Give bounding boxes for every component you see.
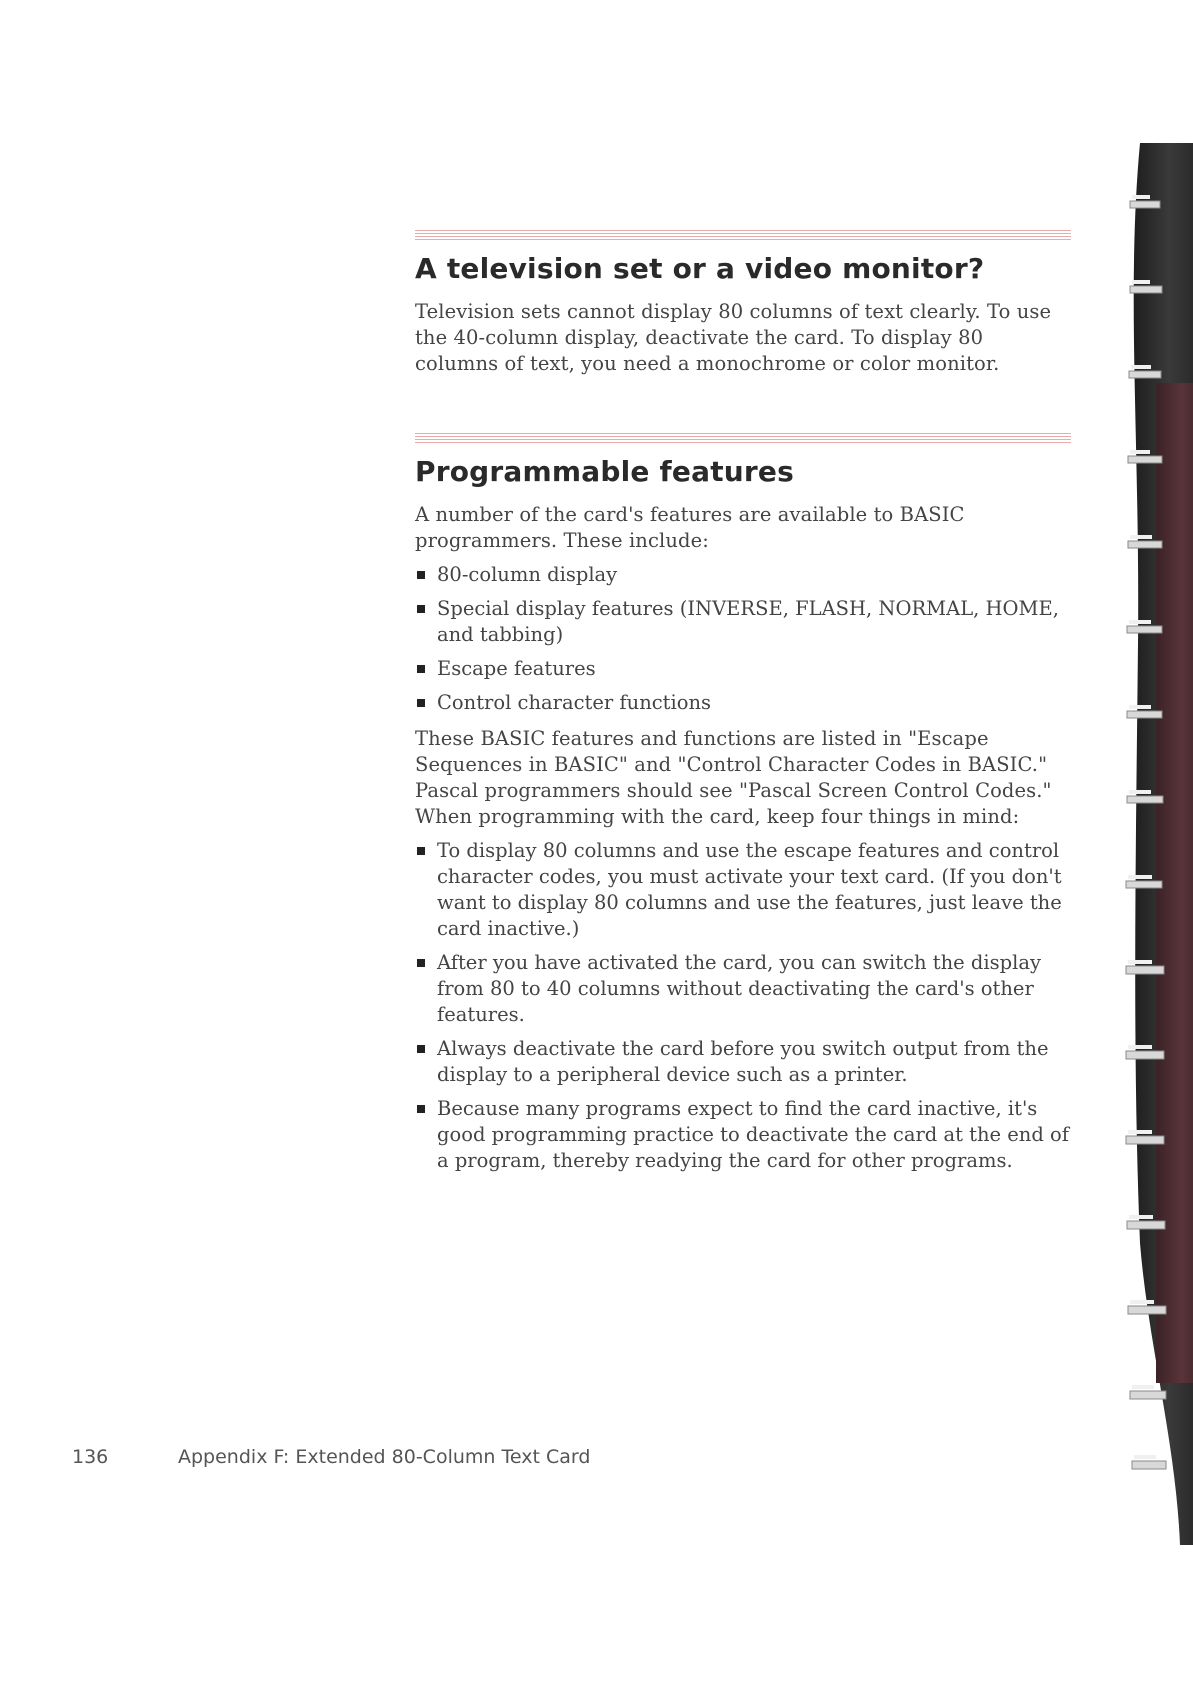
list-item: 80-column display — [415, 562, 1071, 588]
list-item: Always deactivate the card before you switch output from the display to a peripheral device such as a printer. — [415, 1036, 1071, 1088]
tips-list — [415, 838, 1071, 1174]
section-heading: Programmable features — [415, 455, 794, 488]
list-item: After you have activated the card, you can switch the display from 80 to 40 columns without deactivating the card's other features. — [415, 950, 1071, 1028]
square-bullet-icon — [417, 847, 425, 855]
list-item: Because many programs expect to find the card inactive, it's good programming practice to deactivate the card at the end of a program, thereby readying the card for other programs. — [415, 1096, 1071, 1174]
square-bullet-icon — [417, 665, 425, 673]
paragraph: Television sets cannot display 80 columns of text clearly. To use the 40-column display, deactivate the card. To display 80 columns of text, you need a monochrome or color monitor. — [415, 300, 1052, 375]
list-item: Special display features (INVERSE, FLASH, NORMAL, HOME, and tabbing) — [415, 596, 1071, 648]
square-bullet-icon — [417, 959, 425, 967]
square-bullet-icon — [417, 571, 425, 579]
features-list — [415, 562, 1071, 716]
page-number: 136 — [72, 1446, 109, 1468]
footer-title: Appendix F: Extended 80-Column Text Card — [178, 1446, 591, 1468]
list-item: Control character functions — [415, 690, 1071, 716]
square-bullet-icon — [417, 699, 425, 707]
square-bullet-icon — [417, 1045, 425, 1053]
section-television — [415, 230, 1071, 385]
middle-paragraph: These BASIC features and functions are listed in "Escape Sequences in BASIC" and "Control Character Codes in BASIC." Pascal programmers should see "Pascal Screen Control Codes." When programming with the card, keep four things in mind: — [415, 727, 1052, 828]
section-rule — [415, 433, 1071, 445]
section-rule — [415, 230, 1071, 242]
section-programmable-features — [415, 433, 1071, 1184]
square-bullet-icon — [417, 1105, 425, 1113]
spiral-binding-icon — [1118, 143, 1193, 1545]
intro-paragraph: A number of the card's features are available to BASIC programmers. These include: — [415, 503, 965, 552]
page-footer — [72, 1446, 590, 1468]
section-heading: A television set or a video monitor? — [415, 252, 985, 285]
square-bullet-icon — [417, 605, 425, 613]
list-item: Escape features — [415, 656, 1071, 682]
list-item: To display 80 columns and use the escape features and control character codes, you must activate your text card. (If you don't want to display 80 columns and use the features, just leave the card inactive.) — [415, 838, 1071, 942]
